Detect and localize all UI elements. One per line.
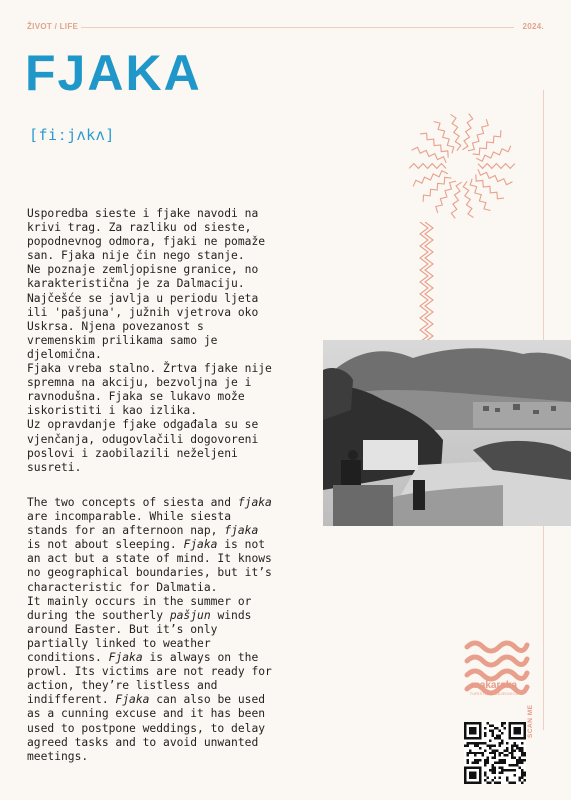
croatian-text: Usporedba sieste i fjake navodi na krivi trag. Za razliku od sieste, popodnevnog odmora, fjaki ne pomaže san. Fjaka nije čin nego stanje. Ne poznaje zemljopisne granice, no karakteristična je za Dalmaciju. Najčešće se javlja u periodu ljeta ili 'pašjuna', južnih vjetrova oko Uskrsa. Njena povezanost s vremenskim prilikama samo je djelomična. Fjaka vreba stalno. Žrtva fjake nije spremna na akciju, bezvoljna je i ravnodušna. Fjaka se lukavo može iskoristiti i kao izlika. Uz opravdanje fjake odgađala su se vjenčanja, odugovlačili dogovoreni poslovi i zaobilazili neželjeni susreti.	[27, 207, 272, 474]
makarska-logo-icon	[463, 621, 531, 717]
sun-ray	[468, 119, 488, 151]
header-divider	[81, 27, 514, 28]
sun-ray	[409, 164, 446, 169]
page-title: FJAKA	[25, 45, 202, 101]
year-label: 2024.	[522, 22, 544, 31]
sun-ray	[470, 179, 490, 211]
zigzag-ornament	[403, 222, 451, 342]
logo-subtitle: TURISTIČKA ZAJEDNICA	[469, 692, 519, 696]
sun-ray	[436, 181, 456, 213]
qr-code[interactable]	[464, 722, 526, 784]
sun-ray	[451, 114, 461, 150]
sun-ray	[434, 122, 454, 154]
section-label: ŽIVOT / LIFE	[27, 22, 79, 31]
sun-ray	[463, 181, 473, 217]
sun-ray	[451, 182, 461, 218]
sun-rays-icon	[400, 111, 524, 221]
phonetic-transcription: [fiːjʌkʌ]	[29, 126, 115, 144]
logo-wordmark: makarska	[470, 680, 518, 691]
sun-ray	[478, 164, 515, 169]
english-text: The two concepts of siesta and fjaka are incomparable. While siesta stands for an afternoon nap, fjaka is not about sleeping. Fjaka is not an act but a state of mind. It knows no geographical boundaries, but it’s characteristic for Dalmatia. It mainly occurs in the summer or during the southerly pašjun winds around Easter. But it’s only partially linked to weather conditions. Fjaka is always on the prowl. Its victims are not ready for action, they’re listless and indifferent. Fjaka can also be used as a cunning excuse and it has been used to postpone weddings, to delay agreed tasks and to avoid unwanted meetings.	[27, 496, 272, 763]
sun-ray	[462, 114, 472, 150]
scan-me-label: SCAN ME	[527, 704, 534, 738]
page-header	[27, 22, 544, 36]
seaside-photo	[323, 340, 571, 526]
